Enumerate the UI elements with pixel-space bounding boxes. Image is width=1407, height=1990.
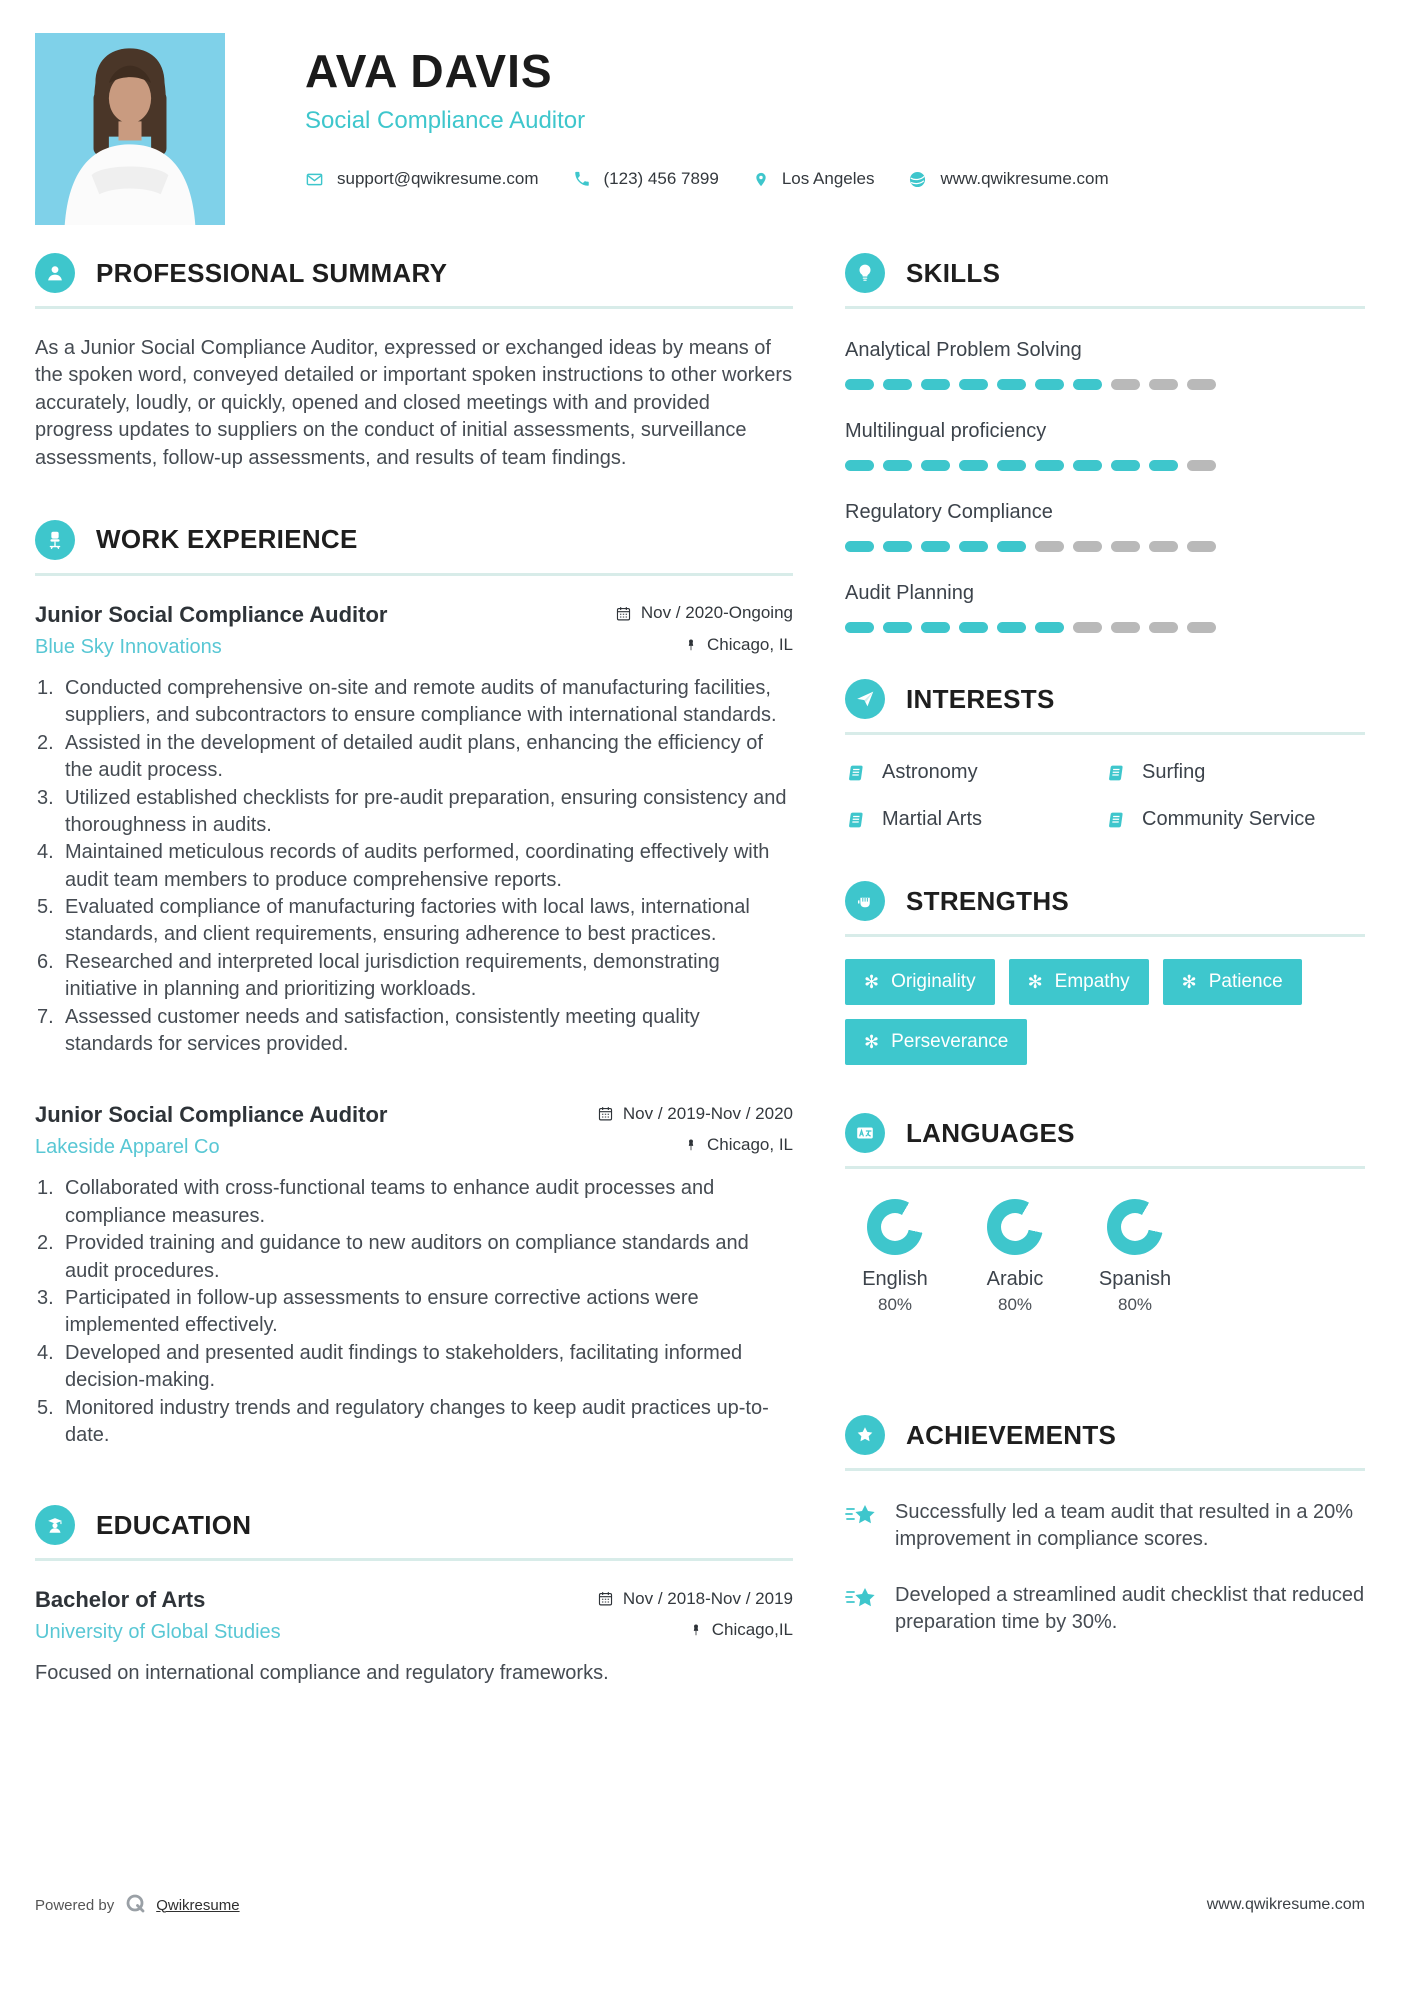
profile-photo-illustration (35, 33, 225, 225)
job-dates-text: Nov / 2020-Ongoing (640, 603, 793, 623)
contact-location: Los Angeles (781, 169, 875, 189)
contact-email[interactable]: support@qwikresume.com (337, 169, 539, 189)
job-title-row (35, 1102, 793, 1128)
job-bullet: Maintained meticulous records of audits performed, coordinating effectively with audit team members to produce comprehensive reports. (65, 841, 770, 891)
lightbulb-icon (845, 253, 885, 293)
section-strengths (845, 881, 1365, 1065)
dash-filled (959, 460, 988, 471)
skill-item (845, 339, 1365, 390)
dash-filled (883, 622, 912, 633)
dash-filled (1035, 379, 1064, 390)
job-entry (35, 602, 793, 1058)
skill-name: Analytical Problem Solving (845, 339, 1082, 361)
education-dates (597, 1589, 793, 1609)
dash-empty (1111, 541, 1140, 552)
language-percent: 80% (1117, 1295, 1153, 1314)
dash-empty (1149, 541, 1178, 552)
language-item (965, 1199, 1065, 1315)
strength-pill (1009, 959, 1149, 1005)
summary-heading: PROFESSIONAL SUMMARY (96, 257, 448, 288)
qwikresume-brand-link[interactable]: Qwikresume (156, 1896, 240, 1914)
achievement-text: Successfully led a team audit that resulted in a 20% improvement in compliance scores. (895, 1501, 1354, 1551)
achievements-heading: ACHIEVEMENTS (906, 1419, 1117, 1450)
flower-icon: ✻ (1181, 972, 1197, 992)
work-heading: WORK EXPERIENCE (96, 524, 358, 555)
job-bullet: Researched and interpreted local jurisdiction requirements, demonstrating initiative in planning and prioritizing workloads. (65, 950, 720, 1001)
globe-icon (908, 170, 927, 189)
section-languages (845, 1113, 1365, 1315)
right-column (845, 253, 1365, 1685)
contact-phone-item (573, 169, 719, 189)
contact-location-item (753, 169, 875, 189)
job-dates (597, 1104, 793, 1124)
profile-photo (35, 33, 225, 225)
interest-item (1105, 761, 1365, 784)
flower-icon: ✻ (864, 1032, 880, 1052)
skill-level-bar (845, 379, 1365, 390)
language-percent: 80% (877, 1295, 913, 1314)
powered-by-label: Powered by (35, 1896, 115, 1914)
strength-label: Patience (1208, 971, 1283, 992)
dash-empty (1187, 622, 1216, 633)
section-work-experience (35, 520, 793, 1449)
calendar-icon (597, 1105, 614, 1122)
job-title: Junior Social Compliance Auditor (35, 1102, 388, 1128)
dash-filled (959, 622, 988, 633)
skill-item (845, 420, 1365, 471)
strengths-heading-row (845, 881, 1365, 937)
education-location-text: Chicago,IL (711, 1620, 793, 1640)
dash-filled (845, 622, 874, 633)
contact-row (305, 169, 1143, 189)
interest-label: Martial Arts (882, 808, 983, 830)
section-achievements (845, 1415, 1365, 1637)
book-icon (1105, 809, 1127, 831)
dash-filled (845, 379, 874, 390)
job-title-row (35, 602, 793, 628)
job-bullet: Evaluated compliance of manufacturing factories with local laws, international standards, and client requirements, ensuring adherence to best practices. (65, 896, 750, 946)
paper-plane-icon (845, 679, 885, 719)
strength-label: Empathy (1054, 971, 1130, 992)
education-degree: Bachelor of Arts (35, 1587, 206, 1613)
dash-empty (1187, 379, 1216, 390)
section-skills (845, 253, 1365, 633)
dash-empty (1073, 622, 1102, 633)
job-sub-row (35, 1128, 793, 1159)
translate-icon (845, 1113, 885, 1153)
education-heading: EDUCATION (96, 1509, 252, 1540)
flower-icon: ✻ (864, 972, 880, 992)
job-entry (35, 1102, 793, 1449)
location-pin-icon (753, 170, 769, 189)
dash-filled (959, 379, 988, 390)
strengths-heading: STRENGTHS (906, 885, 1070, 916)
languages-row (845, 1199, 1365, 1315)
interest-label: Astronomy (882, 761, 978, 783)
education-entry (35, 1587, 793, 1685)
calendar-icon (597, 1590, 614, 1607)
language-name: English (862, 1268, 928, 1290)
education-title-row (35, 1587, 793, 1613)
job-bullet: Participated in follow-up assessments to ensure corrective actions were implemented effectively. (65, 1286, 699, 1337)
language-donut (1107, 1199, 1163, 1255)
education-dates-text: Nov / 2018-Nov / 2019 (622, 1588, 793, 1608)
job-bullets (35, 1175, 793, 1449)
language-donut (867, 1199, 923, 1255)
phone-icon (573, 170, 591, 188)
education-school: University of Global Studies (35, 1621, 281, 1644)
dash-filled (921, 460, 950, 471)
job-location (684, 1135, 793, 1155)
book-icon (845, 809, 867, 831)
dash-empty (1187, 541, 1216, 552)
footer-website: www.qwikresume.com (1206, 1896, 1365, 1913)
powered-by (35, 1893, 240, 1917)
book-icon (845, 762, 867, 784)
skill-name: Multilingual proficiency (845, 420, 1047, 442)
skills-heading: SKILLS (906, 257, 1001, 288)
contact-website-item (908, 169, 1108, 189)
email-icon (305, 170, 324, 189)
pushpin-icon (689, 1622, 703, 1638)
dash-filled (845, 460, 874, 471)
achievement-item (845, 1582, 1365, 1637)
job-bullet: Utilized established checklists for pre-audit preparation, ensuring consistency and thoroughness in audits. (65, 786, 787, 836)
shooting-star-icon (845, 1501, 877, 1554)
dash-empty (1073, 541, 1102, 552)
dash-filled (921, 379, 950, 390)
education-sub-row (35, 1613, 793, 1644)
strength-pill (845, 1019, 1027, 1065)
dash-filled (1111, 460, 1140, 471)
interest-label: Community Service (1142, 808, 1316, 830)
pushpin-icon (684, 637, 698, 653)
dash-empty (1187, 460, 1216, 471)
languages-heading-row (845, 1113, 1365, 1169)
office-chair-icon (35, 520, 75, 560)
job-bullets (35, 675, 793, 1058)
dash-filled (883, 541, 912, 552)
dash-filled (921, 541, 950, 552)
footer (35, 1893, 1365, 1917)
language-item (1085, 1199, 1185, 1315)
job-bullet: Monitored industry trends and regulatory changes to keep audit practices up-to-date. (65, 1396, 769, 1446)
job-bullet: Assisted in the development of detailed audit plans, enhancing the efficiency of the audit process. (65, 731, 763, 782)
book-icon (1105, 762, 1127, 784)
job-bullet: Assessed customer needs and satisfaction, consistently meeting quality standards for services provided. (65, 1005, 700, 1056)
job-bullet: Collaborated with cross-functional teams to enhance audit processes and compliance measures. (65, 1177, 715, 1227)
dash-empty (1035, 541, 1064, 552)
skill-name: Regulatory Compliance (845, 501, 1053, 523)
header (35, 33, 1365, 225)
strength-pill (1163, 959, 1302, 1005)
language-percent: 80% (997, 1295, 1033, 1314)
dash-empty (1111, 622, 1140, 633)
dash-filled (921, 622, 950, 633)
dash-filled (1035, 622, 1064, 633)
strength-label: Originality (891, 971, 976, 992)
strength-pills (845, 959, 1365, 1065)
summary-heading-row (35, 253, 793, 309)
education-description: Focused on international compliance and regulatory frameworks. (35, 1662, 609, 1685)
skill-level-bar (845, 541, 1365, 552)
dash-filled (997, 460, 1026, 471)
language-name: Arabic (986, 1268, 1044, 1290)
content-columns (35, 253, 1365, 1685)
graduate-icon (35, 1505, 75, 1545)
headline (305, 33, 1143, 189)
languages-heading: LANGUAGES (906, 1117, 1075, 1148)
job-location-text: Chicago, IL (707, 634, 793, 654)
section-professional-summary (35, 253, 793, 472)
dash-empty (1149, 622, 1178, 633)
shooting-star-icon (845, 1584, 877, 1637)
interests-heading: INTERESTS (906, 683, 1055, 714)
interests-heading-row (845, 679, 1365, 735)
strength-pill (845, 959, 995, 1005)
skill-level-bar (845, 622, 1365, 633)
star-badge-icon (845, 1415, 885, 1455)
skill-item (845, 582, 1365, 633)
left-column (35, 253, 793, 1685)
contact-website[interactable]: www.qwikresume.com (940, 169, 1109, 189)
interest-item (845, 808, 1105, 831)
dash-empty (1149, 379, 1178, 390)
job-dates (615, 603, 793, 623)
job-location-text: Chicago, IL (707, 1135, 793, 1155)
dash-filled (1149, 460, 1178, 471)
achievement-item (845, 1499, 1365, 1554)
section-education (35, 1505, 793, 1685)
contact-email-item (305, 169, 539, 189)
dash-filled (997, 541, 1026, 552)
calendar-icon (615, 605, 632, 622)
qwikresume-logo-icon (124, 1893, 148, 1917)
work-heading-row (35, 520, 793, 576)
dash-filled (997, 622, 1026, 633)
dash-filled (1073, 460, 1102, 471)
person-title: Social Compliance Auditor (305, 107, 586, 135)
achievement-text: Developed a streamlined audit checklist that reduced preparation time by 30%. (895, 1583, 1365, 1634)
job-bullet: Conducted comprehensive on-site and remote audits of manufacturing facilities, suppliers, and subcontractors to ensure compliance with international standards. (65, 676, 777, 727)
job-title: Junior Social Compliance Auditor (35, 601, 388, 627)
job-dates-text: Nov / 2019-Nov / 2020 (622, 1103, 793, 1123)
skills-heading-row (845, 253, 1365, 309)
job-location (684, 635, 793, 655)
education-location (689, 1620, 793, 1640)
skill-name: Audit Planning (845, 582, 974, 604)
strength-label: Perseverance (891, 1031, 1009, 1052)
flower-icon: ✻ (1027, 972, 1043, 992)
dash-filled (883, 379, 912, 390)
education-heading-row (35, 1505, 793, 1561)
dash-filled (845, 541, 874, 552)
section-interests (845, 679, 1365, 831)
job-company: Lakeside Apparel Co (35, 1136, 220, 1159)
contact-phone: (123) 456 7899 (603, 169, 719, 189)
job-sub-row (35, 628, 793, 659)
language-name: Spanish (1098, 1268, 1172, 1290)
summary-text: As a Junior Social Compliance Auditor, expressed or exchanged ideas by means of the spoken word, conveyed detailed or important spoken instructions to other workers accurately, loudly, or quickly, opened and closed meetings with and provided progress updates to suppliers on the conduct of initial assessments, surveillance assessments, follow-up assessments, and results of team findings. (35, 337, 793, 469)
achievements-heading-row (845, 1415, 1365, 1471)
dash-filled (997, 379, 1026, 390)
dash-empty (1111, 379, 1140, 390)
dash-filled (1035, 460, 1064, 471)
language-item (845, 1199, 945, 1315)
fist-icon (845, 881, 885, 921)
job-bullet: Provided training and guidance to new auditors on compliance standards and audit procedures. (65, 1232, 749, 1282)
pushpin-icon (684, 1137, 698, 1153)
interest-label: Surfing (1142, 761, 1206, 783)
job-bullet: Developed and presented audit findings to stakeholders, facilitating informed decision-making. (65, 1341, 743, 1392)
user-icon (35, 253, 75, 293)
skill-item (845, 501, 1365, 552)
job-company: Blue Sky Innovations (35, 635, 222, 658)
interest-item (845, 761, 1105, 784)
skill-level-bar (845, 460, 1365, 471)
dash-filled (959, 541, 988, 552)
dash-filled (1073, 379, 1102, 390)
dash-filled (883, 460, 912, 471)
interest-item (1105, 808, 1365, 831)
language-donut (987, 1199, 1043, 1255)
person-name: AVA DAVIS (305, 45, 553, 97)
interests-grid (845, 761, 1365, 831)
